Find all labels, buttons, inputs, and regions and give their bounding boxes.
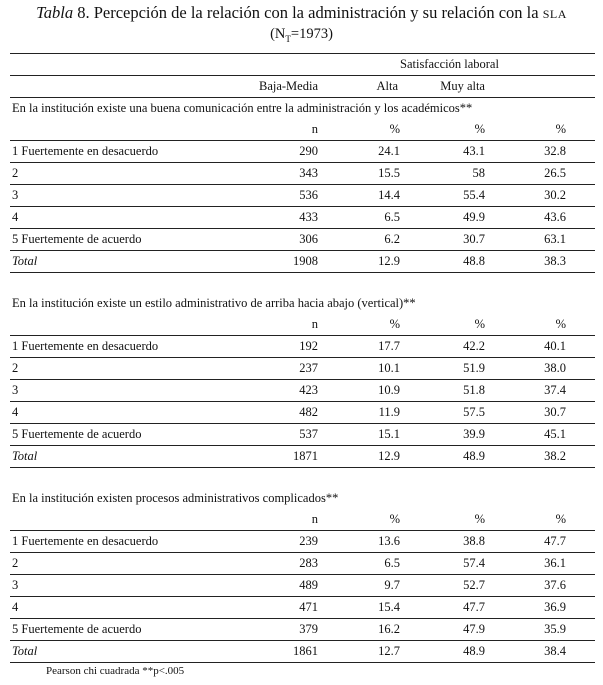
row-label: 5 Fuertemente de acuerdo xyxy=(10,229,240,251)
row-label: 4 xyxy=(10,207,240,229)
value-cell: 6.2 xyxy=(318,229,400,251)
value-cell: 51.9 xyxy=(400,358,485,380)
row-label: Total xyxy=(10,446,240,468)
value-cell: 43.1 xyxy=(400,141,485,163)
table-row xyxy=(10,619,595,641)
blank-cell xyxy=(566,531,595,553)
value-cell: 52.7 xyxy=(400,575,485,597)
value-cell: 17.7 xyxy=(318,336,400,358)
section-title: En la institución existe una buena comunicación entre la administración y los académicos** xyxy=(12,101,473,115)
value-cell: 13.6 xyxy=(318,531,400,553)
section-title-row xyxy=(10,488,595,509)
row-label: 3 xyxy=(10,575,240,597)
value-cell: 6.5 xyxy=(318,207,400,229)
value-cell: 42.2 xyxy=(400,336,485,358)
unit-label: % xyxy=(318,119,400,141)
value-cell: 47.7 xyxy=(400,597,485,619)
value-cell: 45.1 xyxy=(485,424,566,446)
value-cell: 15.1 xyxy=(318,424,400,446)
column-header-row xyxy=(10,76,595,98)
unit-label: n xyxy=(240,509,318,531)
table-row xyxy=(10,185,595,207)
row-label: 1 Fuertemente en desacuerdo xyxy=(10,531,240,553)
value-cell: 38.2 xyxy=(485,446,566,468)
value-cell: 38.0 xyxy=(485,358,566,380)
table-row xyxy=(10,207,595,229)
value-cell: 30.2 xyxy=(485,185,566,207)
blank-cell xyxy=(566,553,595,575)
units-row xyxy=(10,509,595,531)
value-cell: 63.1 xyxy=(485,229,566,251)
value-cell: 57.5 xyxy=(400,402,485,424)
unit-label: % xyxy=(485,314,566,336)
blank-cell xyxy=(566,509,595,531)
value-cell: 290 xyxy=(240,141,318,163)
blank-cell xyxy=(566,597,595,619)
value-cell: 57.4 xyxy=(400,553,485,575)
blank-cell xyxy=(566,446,595,468)
value-cell: 237 xyxy=(240,358,318,380)
value-cell: 37.6 xyxy=(485,575,566,597)
blank-cell xyxy=(566,380,595,402)
value-cell: 30.7 xyxy=(485,402,566,424)
value-cell: 537 xyxy=(240,424,318,446)
table-row xyxy=(10,553,595,575)
blank-cell xyxy=(566,641,595,663)
value-cell: 49.9 xyxy=(400,207,485,229)
value-cell: 38.3 xyxy=(485,251,566,273)
subtitle-open: (N xyxy=(270,26,286,42)
table-row xyxy=(10,141,595,163)
units-row xyxy=(10,314,595,336)
row-label: 5 Fuertemente de acuerdo xyxy=(10,619,240,641)
col-header-muy-alta: Muy alta xyxy=(400,76,485,98)
value-cell: 26.5 xyxy=(485,163,566,185)
value-cell: 39.9 xyxy=(400,424,485,446)
value-cell: 1871 xyxy=(240,446,318,468)
gap-cell xyxy=(10,468,595,489)
value-cell: 36.1 xyxy=(485,553,566,575)
table-row xyxy=(10,641,595,663)
blank-cell xyxy=(10,509,240,531)
table-row xyxy=(10,424,595,446)
value-cell: 36.9 xyxy=(485,597,566,619)
value-cell: 43.6 xyxy=(485,207,566,229)
unit-label: % xyxy=(400,509,485,531)
row-label: Total xyxy=(10,641,240,663)
value-cell: 38.4 xyxy=(485,641,566,663)
row-label: 4 xyxy=(10,597,240,619)
unit-label: % xyxy=(318,509,400,531)
value-cell: 10.1 xyxy=(318,358,400,380)
value-cell: 536 xyxy=(240,185,318,207)
row-label: 2 xyxy=(10,553,240,575)
section-gap xyxy=(10,273,595,294)
value-cell: 423 xyxy=(240,380,318,402)
section-gap xyxy=(10,468,595,489)
blank-cell xyxy=(10,119,240,141)
unit-label: n xyxy=(240,314,318,336)
blank-cell xyxy=(566,119,595,141)
blank-cell xyxy=(566,141,595,163)
value-cell: 12.7 xyxy=(318,641,400,663)
value-cell: 11.9 xyxy=(318,402,400,424)
unit-label: % xyxy=(485,509,566,531)
value-cell: 1861 xyxy=(240,641,318,663)
value-cell: 6.5 xyxy=(318,553,400,575)
section-title-row xyxy=(10,293,595,314)
value-cell: 14.4 xyxy=(318,185,400,207)
table-row xyxy=(10,531,595,553)
value-cell: 58 xyxy=(400,163,485,185)
blank-cell xyxy=(566,402,595,424)
value-cell: 24.1 xyxy=(318,141,400,163)
col-header-alta: Alta xyxy=(318,76,400,98)
value-cell: 47.7 xyxy=(485,531,566,553)
section-title: En la institución existen procesos administrativos complicados** xyxy=(12,491,339,505)
table-row xyxy=(10,446,595,468)
unit-label: % xyxy=(400,119,485,141)
table-row xyxy=(10,380,595,402)
value-cell: 37.4 xyxy=(485,380,566,402)
blank-cell xyxy=(566,424,595,446)
row-label: 3 xyxy=(10,380,240,402)
unit-label: % xyxy=(318,314,400,336)
blank-cell xyxy=(566,185,595,207)
blank-cell xyxy=(566,336,595,358)
group-header: Satisfacción laboral xyxy=(400,54,566,76)
data-table xyxy=(10,53,595,663)
blank-cell xyxy=(566,358,595,380)
value-cell: 48.9 xyxy=(400,641,485,663)
value-cell: 239 xyxy=(240,531,318,553)
table-row xyxy=(10,575,595,597)
blank-cell xyxy=(566,229,595,251)
value-cell: 38.8 xyxy=(400,531,485,553)
blank-cell xyxy=(566,207,595,229)
title-text: Percepción de la relación con la administración y su relación con la xyxy=(93,3,539,22)
blank-cell xyxy=(566,619,595,641)
table-row xyxy=(10,251,595,273)
table-row xyxy=(10,336,595,358)
table-title xyxy=(0,3,603,24)
subtitle-sub: T xyxy=(285,33,291,44)
value-cell: 283 xyxy=(240,553,318,575)
section-title: En la institución existe un estilo administrativo de arriba hacia abajo (vertical)** xyxy=(12,296,416,310)
col-header-baja-media: Baja-Media xyxy=(240,76,318,98)
value-cell: 55.4 xyxy=(400,185,485,207)
row-label: 1 Fuertemente en desacuerdo xyxy=(10,336,240,358)
title-prefix: Tabla xyxy=(36,3,74,22)
value-cell: 32.8 xyxy=(485,141,566,163)
value-cell: 343 xyxy=(240,163,318,185)
value-cell: 51.8 xyxy=(400,380,485,402)
blank-cell xyxy=(566,251,595,273)
section-title-row xyxy=(10,98,595,120)
row-label: Total xyxy=(10,251,240,273)
row-label: 5 Fuertemente de acuerdo xyxy=(10,424,240,446)
table-subtitle xyxy=(0,24,603,49)
table-row xyxy=(10,358,595,380)
row-label: 4 xyxy=(10,402,240,424)
unit-label: n xyxy=(240,119,318,141)
row-label: 3 xyxy=(10,185,240,207)
value-cell: 15.4 xyxy=(318,597,400,619)
row-label: 2 xyxy=(10,163,240,185)
value-cell: 433 xyxy=(240,207,318,229)
value-cell: 489 xyxy=(240,575,318,597)
group-header-row xyxy=(10,54,595,76)
title-acronym: SLA xyxy=(542,7,567,21)
value-cell: 15.5 xyxy=(318,163,400,185)
value-cell: 35.9 xyxy=(485,619,566,641)
table-row xyxy=(10,597,595,619)
value-cell: 1908 xyxy=(240,251,318,273)
blank-cell xyxy=(10,314,240,336)
unit-label: % xyxy=(400,314,485,336)
unit-label: % xyxy=(485,119,566,141)
value-cell: 379 xyxy=(240,619,318,641)
blank-cell xyxy=(566,163,595,185)
value-cell: 471 xyxy=(240,597,318,619)
value-cell: 16.2 xyxy=(318,619,400,641)
value-cell: 12.9 xyxy=(318,251,400,273)
table-row xyxy=(10,402,595,424)
value-cell: 306 xyxy=(240,229,318,251)
table-row xyxy=(10,229,595,251)
value-cell: 192 xyxy=(240,336,318,358)
value-cell: 48.9 xyxy=(400,446,485,468)
value-cell: 9.7 xyxy=(318,575,400,597)
units-row xyxy=(10,119,595,141)
value-cell: 12.9 xyxy=(318,446,400,468)
value-cell: 40.1 xyxy=(485,336,566,358)
row-label: 2 xyxy=(10,358,240,380)
row-label: 1 Fuertemente en desacuerdo xyxy=(10,141,240,163)
gap-cell xyxy=(10,273,595,294)
value-cell: 48.8 xyxy=(400,251,485,273)
footnote: Pearson chi cuadrada **p<.005 xyxy=(46,665,185,677)
table-row xyxy=(10,163,595,185)
value-cell: 10.9 xyxy=(318,380,400,402)
value-cell: 47.9 xyxy=(400,619,485,641)
subtitle-close: =1973) xyxy=(290,26,333,42)
value-cell: 482 xyxy=(240,402,318,424)
value-cell: 30.7 xyxy=(400,229,485,251)
title-number: 8. xyxy=(77,3,90,22)
blank-cell xyxy=(566,314,595,336)
blank-cell xyxy=(566,575,595,597)
